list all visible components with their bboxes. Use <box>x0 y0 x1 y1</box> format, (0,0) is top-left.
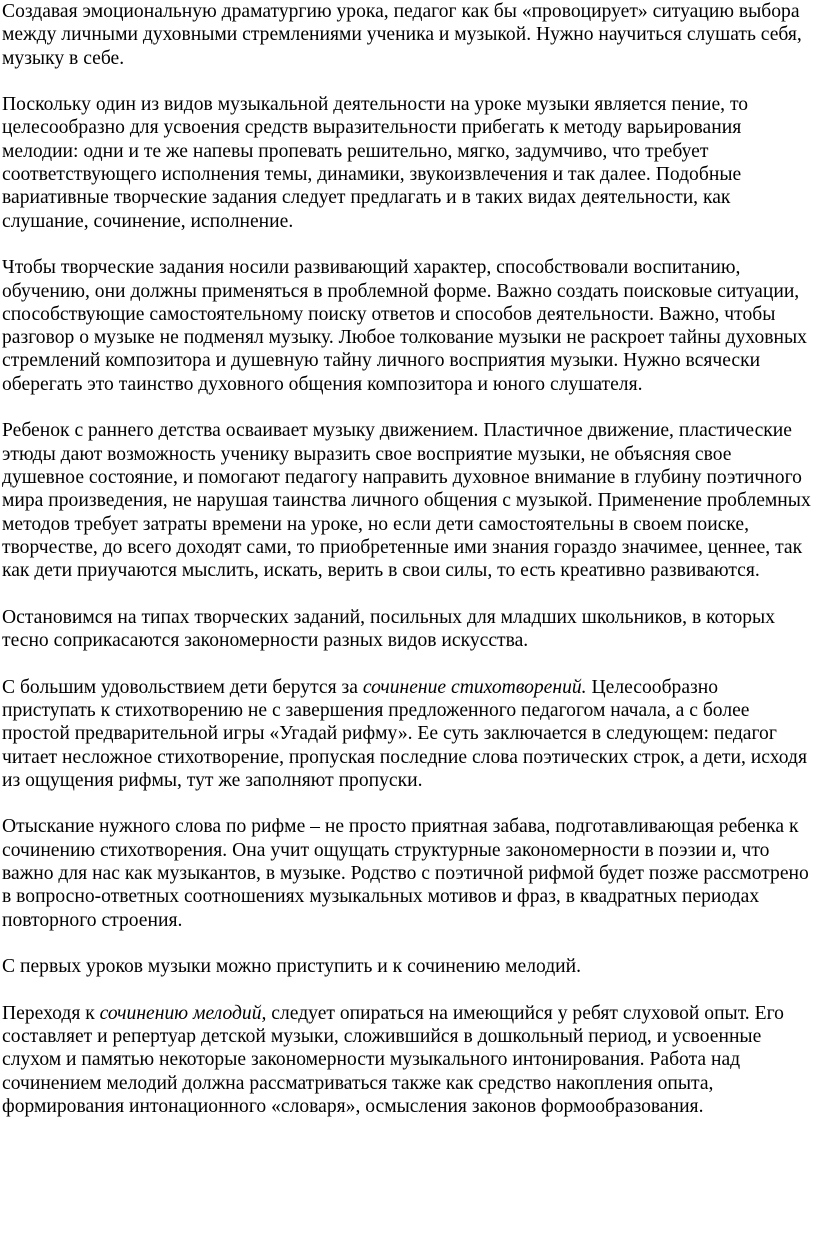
paragraph-9-lead: Переходя к <box>2 1002 100 1024</box>
paragraph-3: Чтобы творческие задания носили развивающий характер, способствовали воспитанию, обучению, они должны применяться в проблемной форме. Важно создать поисковые ситуации, способствующие самостоятельному поиску ответов и способов деятельности. Важно, чтобы разговор о музыке не подменял музыку. Любое толкование музыки не раскроет тайны духовных стремлений композитора и душевную тайну личного восприятия музыки. Нужно всячески оберегать это таинство духовного общения композитора и юного слушателя. <box>2 257 807 395</box>
paragraph-9-rest: следует опираться на имеющийся у ребят слуховой опыт. Его составляет и репертуар детской музыки, сложившийся в дошкольный период, и усвоенные слухом и памятью некоторые закономерности музыкального интонирования. Работа над сочинением мелодий должна рассматриваться также как средство накопления опыта, формирования интонационного «словаря», осмысления законов формообразования. <box>2 1002 784 1117</box>
paragraph-9-emphasis: сочинению мелодий, <box>99 1002 267 1024</box>
paragraph-8: С первых уроков музыки можно приступить и к сочинению мелодий. <box>2 956 582 978</box>
paragraph-6 <box>2 676 816 792</box>
paragraph-6-lead: С большим удовольствием дети берутся за <box>2 676 363 698</box>
paragraph-1: Создавая эмоциональную драматургию урока, педагог как бы «провоцирует» ситуацию выбора между личными духовными стремлениями ученика и музыкой. Нужно научиться слушать себя, музыку в себе. <box>2 1 802 69</box>
paragraph-5: Остановимся на типах творческих заданий, посильных для младших школьников, в которых тесно соприкасаются закономерности разных видов искусства. <box>2 606 776 652</box>
paragraph-6-rest: Целесообразно приступать к стихотворению не с завершения предложенного педагогом начала, а с более простой предварительной игры «Угадай рифму». Ее суть заключается в следующем: педагог читает несложное стихотворение, пропуская последние слова поэтических строк, а дети, исходя из ощущения рифмы, тут же заполняют пропуски. <box>2 676 807 791</box>
paragraph-6-emphasis: сочинение стихотворений. <box>362 676 587 698</box>
paragraph-2: Поскольку один из видов музыкальной деятельности на уроке музыки является пение, то целесообразно для усвоения средств выразительности прибегать к методу варьирования мелодии: одни и те же напевы пропевать решительно, мягко, задумчиво, что требует соответствующего исполнения темы, динамики, звукоизвлечения и так далее. Подобные вариативные творческие задания следует предлагать и в таких видах деятельности, как слушание, сочинение, исполнение. <box>2 94 749 232</box>
paragraph-7: Отыскание нужного слова по рифме – не просто приятная забава, подготавливающая ребенка к сочинению стихотворения. Она учит ощущать структурные закономерности в поэзии и, что важно для нас как музыкантов, в музыке. Родство с поэтичной рифмой будет позже рассмотрено в вопросно-ответных соотношениях музыкальных мотивов и фраз, в квадратных периодах повторного строения. <box>2 816 809 931</box>
paragraph-4: Ребенок с раннего детства осваивает музыку движением. Пластичное движение, пластические этюды дают возможность ученику выразить свое восприятие музыки, не объясняя свое душевное состояние, и помогают педагогу направить духовное внимание в глубину поэтичного мира произведения, не нарушая таинства личного общения с музыкой. Применение проблемных методов требует затраты времени на уроке, но если дети самостоятельны в своем поиске, творчестве, до всего доходят сами, то приобретенные ими знания гораздо значимее, ценнее, так как дети приучаются мыслить, искать, верить в свои силы, то есть креативно развиваются. <box>2 420 811 582</box>
paragraph-9 <box>2 1002 816 1118</box>
